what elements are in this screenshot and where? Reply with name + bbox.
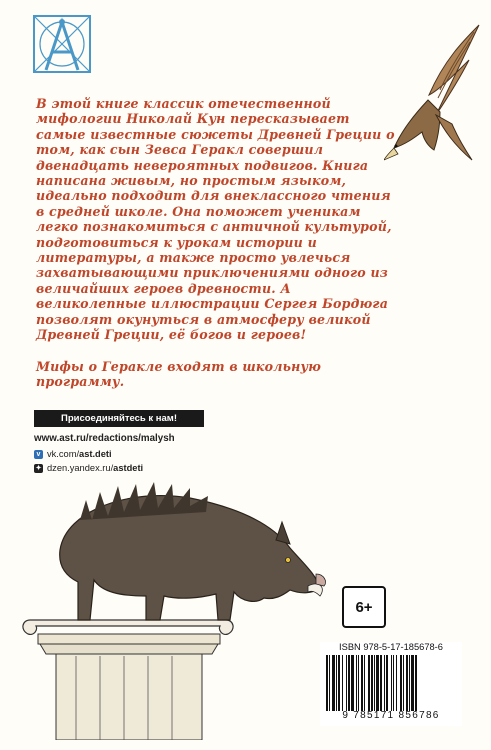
- publisher-site-link[interactable]: www.ast.ru/redactions/malysh: [34, 433, 175, 444]
- boar-illustration: [20, 470, 340, 740]
- barcode: [324, 655, 458, 711]
- description-paragraph: В этой книге классик отечественной мифологии Николай Кун пересказывает самые известные сюжеты Древней Греции о том, как сын Зевса Геракл совершил двенадцать невероятных подвигов. Книга написана живым, но простым языком, идеально подходит для внеклассного чтения в средней школе. Она поможет ученикам легко познакомиться с античной культурой, подготовиться к урокам истории и литературы, а также просто увлечься захватывающими приключениями одного из величайших героев древности. А великолепные иллюстрации Сергея Бордюга позволят окунуться в атмосферу великой Древней Греции, её богов и героев!: [36, 96, 395, 343]
- vk-link-prefix: vk.com/: [47, 449, 80, 459]
- age-rating-text: 6+: [355, 598, 373, 616]
- dzen-icon: ✦: [35, 464, 42, 472]
- vk-link[interactable]: [34, 449, 204, 459]
- dzen-link-handle: astdeti: [113, 463, 144, 473]
- isbn-text: ISBN 978-5-17-185678-6: [339, 642, 443, 652]
- join-us-label: Присоединяйтесь к нам!: [34, 410, 204, 427]
- dzen-link-prefix: dzen.yandex.ru/: [47, 463, 114, 473]
- barcode-digits: 9 785171 856786: [342, 710, 440, 721]
- book-description: [36, 96, 402, 389]
- isbn-barcode-area: [320, 642, 462, 726]
- vk-icon: v: [34, 450, 43, 459]
- vk-link-handle: ast.deti: [79, 449, 112, 459]
- publisher-logo-icon: [32, 14, 92, 74]
- social-block: [34, 410, 204, 473]
- curriculum-note: Мифы о Геракле входят в школьную программу.: [36, 358, 322, 389]
